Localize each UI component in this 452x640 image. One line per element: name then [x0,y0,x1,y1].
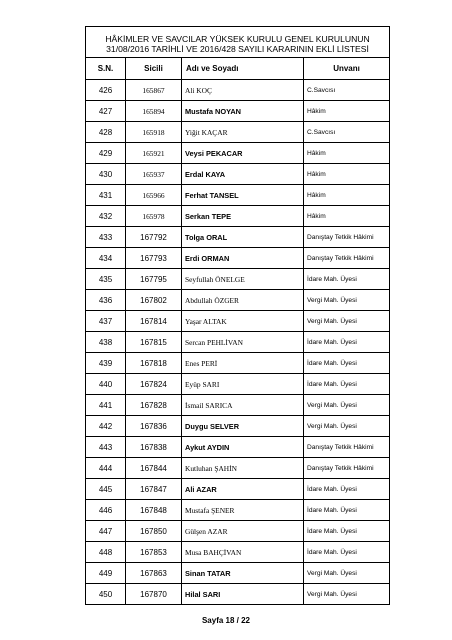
name-cell: Veysi PEKACAR [182,143,304,164]
table-row [86,80,390,101]
title-cell: Hâkim [304,164,390,185]
title-line-1: HÂKİMLER VE SAVCILAR YÜKSEK KURULU GENEL KURULUNUN [105,34,370,44]
title-cell: İdare Mah. Üyesi [304,353,390,374]
title-cell: Danıştay Tetkik Hâkimi [304,458,390,479]
table-row [86,311,390,332]
sn-cell: 434 [86,248,126,269]
column-header-row [86,58,390,80]
sicil-cell: 167792 [126,227,182,248]
sicil-cell: 167802 [126,290,182,311]
title-cell: Danıştay Tetkik Hâkimi [304,227,390,248]
table-row [86,374,390,395]
title-cell: Vergi Mah. Üyesi [304,290,390,311]
title-cell: Danıştay Tetkik Hâkimi [304,437,390,458]
name-cell: Ali AZAR [182,479,304,500]
title-cell: Vergi Mah. Üyesi [304,395,390,416]
title-cell: Hâkim [304,101,390,122]
sicil-cell: 165894 [126,101,182,122]
table-row [86,290,390,311]
name-cell: Erdi ORMAN [182,248,304,269]
sn-cell: 441 [86,395,126,416]
table-row [86,479,390,500]
table-row [86,395,390,416]
table-row [86,185,390,206]
title-cell: Danıştay Tetkik Hâkimi [304,248,390,269]
name-cell: Yiğit KAÇAR [182,122,304,143]
sn-cell: 446 [86,500,126,521]
sicil-cell: 167795 [126,269,182,290]
table-row [86,437,390,458]
sn-cell: 426 [86,80,126,101]
title-cell: İdare Mah. Üyesi [304,500,390,521]
table-row [86,143,390,164]
table-row [86,458,390,479]
name-cell: Abdullah ÖZGER [182,290,304,311]
title-cell: İdare Mah. Üyesi [304,332,390,353]
table-row [86,164,390,185]
sicil-cell: 167793 [126,248,182,269]
personnel-list-sheet [85,26,389,605]
table-row [86,584,390,605]
sicil-cell: 167828 [126,395,182,416]
sicil-cell: 165867 [126,80,182,101]
name-cell: Eyüp SARI [182,374,304,395]
title-cell: İdare Mah. Üyesi [304,269,390,290]
table-row [86,101,390,122]
sicil-cell: 167848 [126,500,182,521]
title-cell: Hâkim [304,206,390,227]
sn-cell: 432 [86,206,126,227]
column-header-title: Unvanı [304,58,390,80]
sicil-cell: 165937 [126,164,182,185]
sicil-cell: 167838 [126,437,182,458]
table-row [86,542,390,563]
column-header-name: Adı ve Soyadı [182,58,304,80]
sn-cell: 431 [86,185,126,206]
table-row [86,521,390,542]
sn-cell: 439 [86,353,126,374]
name-cell: Kutluhan ŞAHİN [182,458,304,479]
sn-cell: 433 [86,227,126,248]
column-header-sn: S.N. [86,58,126,80]
sicil-cell: 167824 [126,374,182,395]
name-cell: Yaşar ALTAK [182,311,304,332]
name-cell: Sercan PEHLİVAN [182,332,304,353]
name-cell: Mustafa NOYAN [182,101,304,122]
sicil-cell: 167844 [126,458,182,479]
title-cell: İdare Mah. Üyesi [304,374,390,395]
personnel-table [85,26,390,605]
name-cell: Enes PERİ [182,353,304,374]
table-row [86,332,390,353]
title-line-2: 31/08/2016 TARİHLİ VE 2016/428 SAYILI KARARININ EKLİ LİSTESİ [106,44,369,54]
name-cell: Erdal KAYA [182,164,304,185]
sn-cell: 442 [86,416,126,437]
title-cell: İdare Mah. Üyesi [304,479,390,500]
title-cell: Hâkim [304,185,390,206]
sn-cell: 440 [86,374,126,395]
sicil-cell: 165978 [126,206,182,227]
sn-cell: 438 [86,332,126,353]
sn-cell: 428 [86,122,126,143]
table-row [86,227,390,248]
name-cell: Mustafa ŞENER [182,500,304,521]
table-title [86,27,390,58]
sicil-cell: 167814 [126,311,182,332]
sn-cell: 443 [86,437,126,458]
sicil-cell: 167850 [126,521,182,542]
sn-cell: 430 [86,164,126,185]
name-cell: Seyfullah ÖNELGE [182,269,304,290]
sn-cell: 429 [86,143,126,164]
sicil-cell: 167815 [126,332,182,353]
name-cell: Ali KOÇ [182,80,304,101]
sicil-cell: 165966 [126,185,182,206]
page-number: Sayfa 18 / 22 [201,616,251,625]
sicil-cell: 167870 [126,584,182,605]
sicil-cell: 167863 [126,563,182,584]
sn-cell: 437 [86,311,126,332]
name-cell: Duygu SELVER [182,416,304,437]
sn-cell: 449 [86,563,126,584]
table-row [86,416,390,437]
table-row [86,206,390,227]
table-row [86,563,390,584]
name-cell: Hilal SARI [182,584,304,605]
name-cell: Sinan TATAR [182,563,304,584]
title-cell: Vergi Mah. Üyesi [304,584,390,605]
sn-cell: 447 [86,521,126,542]
title-cell: Hâkim [304,143,390,164]
sn-cell: 450 [86,584,126,605]
title-cell: Vergi Mah. Üyesi [304,416,390,437]
title-cell: C.Savcısı [304,80,390,101]
sn-cell: 427 [86,101,126,122]
sicil-cell: 167836 [126,416,182,437]
name-cell: Serkan TEPE [182,206,304,227]
column-header-sicil: Sicili [126,58,182,80]
name-cell: Ferhat TANSEL [182,185,304,206]
name-cell: Aykut AYDIN [182,437,304,458]
sn-cell: 445 [86,479,126,500]
sicil-cell: 167853 [126,542,182,563]
name-cell: Musa BAHÇİVAN [182,542,304,563]
table-row [86,269,390,290]
sn-cell: 444 [86,458,126,479]
table-row [86,353,390,374]
table-body [86,80,390,605]
sn-cell: 448 [86,542,126,563]
sn-cell: 435 [86,269,126,290]
table-row [86,122,390,143]
name-cell: İsmail SARICA [182,395,304,416]
sicil-cell: 165921 [126,143,182,164]
title-cell: İdare Mah. Üyesi [304,521,390,542]
title-cell: Vergi Mah. Üyesi [304,563,390,584]
title-cell: Vergi Mah. Üyesi [304,311,390,332]
name-cell: Tolga ORAL [182,227,304,248]
table-row [86,500,390,521]
name-cell: Gülşen AZAR [182,521,304,542]
title-cell: C.Savcısı [304,122,390,143]
title-cell: İdare Mah. Üyesi [304,542,390,563]
table-row [86,248,390,269]
sicil-cell: 167818 [126,353,182,374]
sicil-cell: 165918 [126,122,182,143]
sicil-cell: 167847 [126,479,182,500]
sn-cell: 436 [86,290,126,311]
